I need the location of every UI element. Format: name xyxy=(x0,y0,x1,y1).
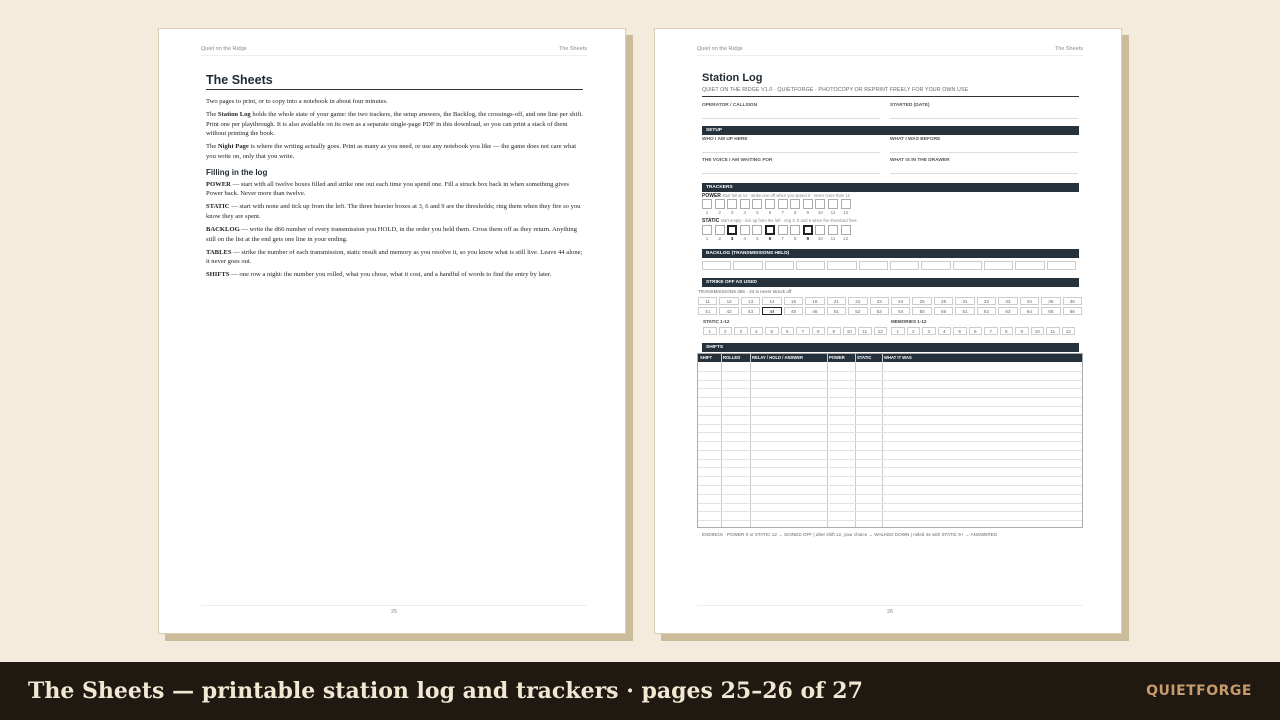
brand-logo: QUIETFORGE xyxy=(1146,683,1252,699)
static-box xyxy=(752,225,762,235)
item-static: STATIC — start with none and tick up from the left. The three heavier boxes at 3, 6 and 9 are the thresholds; ring them when they fire so you know they are spent. xyxy=(206,203,581,220)
running-header-book: Quiet on the Ridge xyxy=(697,46,743,52)
power-box xyxy=(778,199,788,209)
static-strike-cell: 9 xyxy=(827,327,841,335)
transmission-cell: 54 xyxy=(891,307,910,315)
backlog-band: BACKLOG (TRANSMISSIONS HELD) xyxy=(702,249,1079,258)
power-box xyxy=(715,199,725,209)
page-number: 26 xyxy=(697,605,1083,615)
sheet-title: Station Log xyxy=(702,72,763,84)
setup-before: WHAT I WAS BEFORE xyxy=(890,137,1078,153)
page-body xyxy=(206,73,583,283)
power-box xyxy=(803,199,813,209)
memory-strike-cell: 5 xyxy=(953,327,967,335)
static-strike-cell: 11 xyxy=(858,327,872,335)
static-strike-cell: 12 xyxy=(874,327,888,335)
transmission-cell: 22 xyxy=(848,297,867,305)
power-box-number: 6 xyxy=(768,210,772,215)
static-strike-cell: 1 xyxy=(703,327,717,335)
power-box-number: 4 xyxy=(743,210,747,215)
static-strike-cell: 5 xyxy=(765,327,779,335)
transmission-cell: 55 xyxy=(912,307,931,315)
transmission-cell: 26 xyxy=(934,297,953,305)
static-strike-cell: 8 xyxy=(812,327,826,335)
static-box xyxy=(790,225,800,235)
operator-field: OPERATOR / CALLSIGN xyxy=(702,103,880,119)
caption-title: The Sheets — printable station log and trackers · pages 25–26 of 27 xyxy=(28,678,863,704)
memory-strike-cell: 7 xyxy=(984,327,998,335)
running-header xyxy=(201,46,587,56)
memory-strike-cell: 11 xyxy=(1046,327,1060,335)
static-box xyxy=(740,225,750,235)
transmission-cell: 15 xyxy=(784,297,803,305)
static-box-number: 11 xyxy=(830,236,836,241)
static-box-number: 1 xyxy=(705,236,709,241)
transmission-cell: 33 xyxy=(998,297,1017,305)
table-row xyxy=(698,388,1082,389)
memory-strike-cell: 4 xyxy=(938,327,952,335)
static-strike-cell: 4 xyxy=(750,327,764,335)
table-row xyxy=(698,424,1082,425)
table-row xyxy=(698,520,1082,521)
power-box-number: 8 xyxy=(793,210,797,215)
memory-strike-cell: 10 xyxy=(1031,327,1045,335)
transmission-cell: 36 xyxy=(1063,297,1082,305)
transmission-cell: 56 xyxy=(934,307,953,315)
static-box-number: 5 xyxy=(756,236,759,241)
transmission-cell: 63 xyxy=(998,307,1017,315)
memory-strike-cell: 8 xyxy=(1000,327,1014,335)
power-box-number: 5 xyxy=(756,210,759,215)
static-strike-cell: 2 xyxy=(719,327,733,335)
static-box-number: 8 xyxy=(793,236,797,241)
power-box xyxy=(828,199,838,209)
transmission-cell: 16 xyxy=(805,297,824,305)
running-header-section: The Sheets xyxy=(558,46,587,52)
table-row xyxy=(698,494,1082,495)
table-row xyxy=(698,397,1082,398)
station-log-paragraph: The Station Log holds the whole state of your game: the two trackers, the setup answers, the Backlog, the crossings-off, and one line per shift. Print one per playthrough. It is also available on its own as a separate single-page PDF in this download, so you can print a stack of them without printing the book. xyxy=(206,111,583,138)
transmission-cell: 62 xyxy=(977,307,996,315)
table-row xyxy=(698,415,1082,416)
shifts-column-header: SHIFT xyxy=(700,355,713,360)
memory-strike-cell: 3 xyxy=(922,327,936,335)
transmission-cell: 64 xyxy=(1020,307,1039,315)
night-page-paragraph: The Night Page is where the writing actually goes. Print as many as you need, or use any notebook you like — the game does not care what you write on, only that you write. xyxy=(206,143,577,160)
transmission-cell: 13 xyxy=(741,297,760,305)
table-row xyxy=(698,476,1082,477)
item-backlog: BACKLOG — write the d66 number of every transmission you HOLD, in the order you held them. Cross them off as they return. Anything still on the list at the end gets one line in your ending. xyxy=(206,225,577,243)
backlog-slot xyxy=(859,261,888,270)
transmission-cell: 45 xyxy=(784,307,803,315)
table-row xyxy=(698,371,1082,372)
static-box xyxy=(778,225,788,235)
transmission-cell: 14 xyxy=(762,297,781,305)
transmission-cell: 21 xyxy=(827,297,846,305)
static-box-number: 3 xyxy=(730,236,734,241)
memory-strike-cell: 12 xyxy=(1062,327,1076,335)
static-label: STATIC start empty · tick up from the left · ring 3, 6 and 9 when the threshold fires xyxy=(702,218,857,224)
intro-paragraph: Two pages to print, or to copy into a notebook in about four minutes. xyxy=(206,98,388,105)
item-tables: TABLES — strike the number of each transmission, static result and memory as you resolve it, so you know what is still live. Leave 44 alone; it never goes out. xyxy=(206,248,583,266)
power-box xyxy=(740,199,750,209)
transmission-cell: 32 xyxy=(977,297,996,305)
static-strike-cell: 10 xyxy=(843,327,857,335)
transmission-cell: 42 xyxy=(719,307,738,315)
page-title: The Sheets xyxy=(206,73,583,90)
memory-strike-cell: 2 xyxy=(907,327,921,335)
transmission-cell: 11 xyxy=(698,297,717,305)
transmission-cell: 41 xyxy=(698,307,717,315)
backlog-slot xyxy=(733,261,762,270)
setup-band: SETUP xyxy=(702,126,1079,135)
backlog-slot xyxy=(1015,261,1044,270)
power-box xyxy=(841,199,851,209)
static-box-number: 7 xyxy=(781,236,784,241)
shifts-column-header: STATIC xyxy=(857,355,872,360)
memory-strike-cell: 1 xyxy=(891,327,905,335)
static-box xyxy=(841,225,851,235)
transmission-cell: 65 xyxy=(1041,307,1060,315)
table-row xyxy=(698,380,1082,381)
item-power: POWER — start with all twelve boxes filled and strike one out each time you spend one. Fill a struck box back in when something gives Power back. Never more than twelve. xyxy=(206,180,569,198)
shifts-column-header: POWER xyxy=(829,355,845,360)
power-box xyxy=(790,199,800,209)
static-box xyxy=(803,225,813,235)
backlog-slot xyxy=(1047,261,1076,270)
backlog-slot xyxy=(796,261,825,270)
table-row xyxy=(698,432,1082,433)
power-box-number: 2 xyxy=(718,210,721,215)
table-row xyxy=(698,503,1082,504)
transmission-cell: 12 xyxy=(719,297,738,305)
sheet-subtitle: QUIET ON THE RIDGE V1.0 · QUIETFORGE · PHOTOCOPY OR REPRINT FREELY FOR YOUR OWN USE xyxy=(702,87,969,93)
running-header-section: The Sheets xyxy=(1054,46,1083,52)
backlog-slot xyxy=(702,261,731,270)
static-box xyxy=(715,225,725,235)
power-box-number: 12 xyxy=(843,210,849,215)
strike-band: STRIKE OFF AS USED xyxy=(702,278,1079,287)
setup-voice: THE VOICE I AM WAITING FOR xyxy=(702,158,880,174)
transmission-cell: 35 xyxy=(1041,297,1060,305)
transmission-cell: 44 xyxy=(762,307,781,315)
memory-strike-cell: 6 xyxy=(969,327,983,335)
item-shifts: SHIFTS — one row a night: the number you rolled, what you chose, what it cost, and a handful of words to find the entry by later. xyxy=(206,271,552,279)
table-row xyxy=(698,406,1082,407)
page-26 xyxy=(654,28,1122,634)
backlog-slot xyxy=(827,261,856,270)
shifts-column-header: ROLLED xyxy=(723,355,741,360)
power-box-number: 1 xyxy=(705,210,709,215)
static-box-number: 9 xyxy=(806,236,810,241)
static-box-number: 6 xyxy=(768,236,772,241)
power-label: POWER start full at 12 · strike one off when you spend it · never more than 12 xyxy=(702,193,850,199)
table-row xyxy=(698,450,1082,451)
transmission-cell: 53 xyxy=(870,307,889,315)
static-box xyxy=(765,225,775,235)
memory-strike-cell: 9 xyxy=(1015,327,1029,335)
shifts-column-header: WHAT IT WAS xyxy=(884,355,912,360)
transmission-cell: 23 xyxy=(870,297,889,305)
power-box xyxy=(752,199,762,209)
power-box-number: 7 xyxy=(781,210,784,215)
table-row xyxy=(698,459,1082,460)
static-strike-cell: 7 xyxy=(796,327,810,335)
transmission-cell: 61 xyxy=(955,307,974,315)
power-box-number: 11 xyxy=(830,210,836,215)
power-box xyxy=(815,199,825,209)
title-rule xyxy=(702,96,1079,97)
static-strike-label: STATIC 1-12 xyxy=(703,319,730,324)
transmission-cell: 51 xyxy=(827,307,846,315)
transmission-cell: 66 xyxy=(1063,307,1082,315)
power-box-number: 9 xyxy=(806,210,810,215)
page-25 xyxy=(158,28,626,634)
power-box xyxy=(765,199,775,209)
trackers-band: TRACKERS xyxy=(702,183,1079,192)
static-box-number: 12 xyxy=(843,236,849,241)
power-box-number: 3 xyxy=(730,210,734,215)
backlog-slot xyxy=(765,261,794,270)
static-box-number: 2 xyxy=(718,236,721,241)
power-box xyxy=(727,199,737,209)
page-number: 25 xyxy=(201,605,587,615)
table-row xyxy=(698,511,1082,512)
shifts-table xyxy=(697,353,1083,528)
endings-note: ENDINGS · POWER 0 or STATIC 12 → SIGNED OFF | after shift 12, your choice → WALKED DOWN | rolled 44 with STATIC 6+ → ANSWERED xyxy=(702,532,998,537)
transmission-cell: 24 xyxy=(891,297,910,305)
backlog-slot xyxy=(984,261,1013,270)
caption-bar xyxy=(0,662,1280,720)
table-row xyxy=(698,467,1082,468)
static-box-number: 4 xyxy=(743,236,747,241)
setup-who: WHO I AM UP HERE xyxy=(702,137,880,153)
transmission-cell: 43 xyxy=(741,307,760,315)
table-row xyxy=(698,485,1082,486)
static-box xyxy=(702,225,712,235)
started-field: STARTED (DATE) xyxy=(890,103,1078,119)
memories-label: MEMORIES 1-12 xyxy=(891,319,927,324)
backlog-slot xyxy=(921,261,950,270)
transmission-cell: 46 xyxy=(805,307,824,315)
static-box-number: 10 xyxy=(817,236,823,241)
transmission-cell: 34 xyxy=(1020,297,1039,305)
static-box xyxy=(815,225,825,235)
transmission-cell: 25 xyxy=(912,297,931,305)
backlog-slot xyxy=(890,261,919,270)
static-strike-cell: 6 xyxy=(781,327,795,335)
transmission-cell: 31 xyxy=(955,297,974,305)
running-header-book: Quiet on the Ridge xyxy=(201,46,247,52)
station-log-sheet xyxy=(655,29,1123,635)
power-box-number: 10 xyxy=(817,210,823,215)
power-box xyxy=(702,199,712,209)
transmission-cell: 52 xyxy=(848,307,867,315)
shifts-column-header: RELAY / HOLD / ANSWER xyxy=(752,355,804,360)
setup-drawer: WHAT IS IN THE DRAWER xyxy=(890,158,1078,174)
transmissions-label: TRANSMISSIONS d66 · 44 is never struck off xyxy=(698,289,792,294)
static-box xyxy=(727,225,737,235)
shifts-band: SHIFTS xyxy=(702,343,1079,352)
subheading: Filling in the log xyxy=(206,167,268,177)
static-box xyxy=(828,225,838,235)
table-row xyxy=(698,441,1082,442)
static-strike-cell: 3 xyxy=(734,327,748,335)
backlog-slot xyxy=(953,261,982,270)
